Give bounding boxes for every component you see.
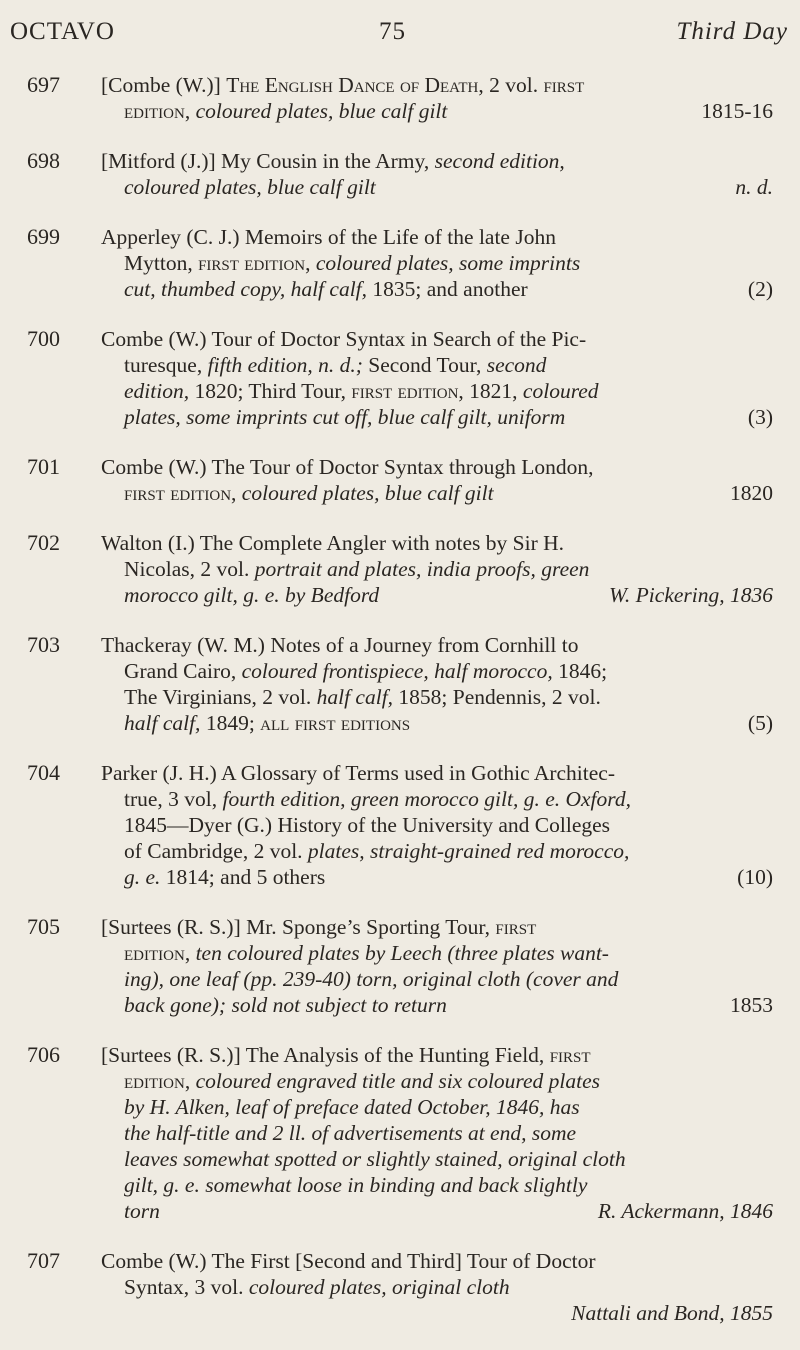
- lot-entry: [0, 72, 800, 124]
- lot-text-segment: coloured plates, blue calf gilt: [124, 175, 376, 199]
- lot-description: [101, 454, 773, 506]
- lot-number: 707: [27, 1248, 60, 1273]
- lot-line: [101, 786, 773, 812]
- lot-date: (10): [737, 865, 773, 889]
- lot-text-segment: plates, straight-grained red morocco,: [307, 839, 630, 863]
- lot-text-segment: Combe (W.) The Tour of Doctor Syntax through London,: [101, 455, 594, 479]
- lot-text-segment: [Mitford (J.)] My Cousin in the Army,: [101, 149, 435, 173]
- lot-line: [101, 1198, 773, 1224]
- lot-text-segment: portrait and plates, india proofs, green: [254, 557, 590, 581]
- lot-line: [101, 224, 773, 250]
- lot-text-segment: turesque,: [124, 353, 208, 377]
- lot-text-segment: coloured plates, blue calf gilt: [236, 481, 494, 505]
- lot-entry: [0, 454, 800, 506]
- lot-text-segment: ten coloured plates by Leech (three plates want-: [190, 941, 609, 965]
- lot-line: [101, 378, 773, 404]
- lot-date: (5): [747, 711, 773, 735]
- lot-line: [101, 632, 773, 658]
- lot-text-segment: 1845—Dyer (G.) History of the University and Colleges: [124, 813, 611, 837]
- lot-text-segment: coloured plates, some imprints: [310, 251, 581, 275]
- lot-line: [101, 326, 773, 352]
- lot-date: (2): [747, 277, 773, 301]
- lot-line: [101, 992, 773, 1018]
- lot-entry: [0, 148, 800, 200]
- lot-text-segment: 1858; Pendennis, 2 vol.: [393, 685, 601, 709]
- lot-description: [101, 326, 773, 430]
- lot-text-segment: Combe (W.) The First [Second and Third] Tour of Doctor: [101, 1249, 596, 1273]
- lot-line: [101, 812, 773, 838]
- lot-text-segment: edition,: [124, 379, 190, 403]
- lot-entry: [0, 914, 800, 1018]
- lot-entry: [0, 632, 800, 736]
- lot-text-segment: The English Dance of Death: [226, 73, 479, 97]
- lot-line: [101, 148, 773, 174]
- lot-line: [101, 864, 773, 890]
- lot-line: [101, 404, 773, 430]
- lot-number: 704: [27, 760, 60, 785]
- lot-entry: [0, 224, 800, 302]
- lot-text-segment: The Virginians, 2 vol.: [124, 685, 317, 709]
- lot-line: [101, 760, 773, 786]
- lot-description: [101, 760, 773, 890]
- lot-text-segment: Parker (J. H.) A Glossary of Terms used in Gothic Architec-: [101, 761, 615, 785]
- lot-line: [101, 684, 773, 710]
- lot-line: [101, 352, 773, 378]
- lot-text-segment: torn: [124, 1199, 160, 1223]
- lot-text-segment: all first editions: [260, 711, 411, 735]
- lot-entry: [0, 760, 800, 890]
- lot-number: 702: [27, 530, 60, 555]
- lot-text-segment: 1814; and 5 others: [160, 865, 326, 889]
- lot-text-segment: first: [543, 73, 585, 97]
- lot-number: 701: [27, 454, 60, 479]
- lot-line: [101, 530, 773, 556]
- lot-text-segment: plates, some imprints cut off, blue calf gilt, uniform: [124, 405, 566, 429]
- lot-entry: [0, 1248, 800, 1326]
- lot-text-segment: half calf,: [316, 685, 394, 709]
- lot-line: [101, 454, 773, 480]
- lot-text-segment: fourth edition, green morocco gilt, g. e. Oxford,: [222, 787, 631, 811]
- lot-text-segment: 1835; and another: [367, 277, 528, 301]
- lot-line: [101, 940, 773, 966]
- lot-text-segment: Nicolas, 2 vol.: [124, 557, 255, 581]
- lot-text-segment: second: [486, 353, 547, 377]
- lot-entry: [0, 326, 800, 430]
- lot-description: [101, 914, 773, 1018]
- lot-number: 698: [27, 148, 60, 173]
- header-format: OCTAVO: [10, 18, 115, 45]
- page-header: [0, 18, 800, 54]
- lot-date: n. d.: [735, 175, 773, 199]
- lot-list: [0, 72, 800, 1350]
- lot-text-segment: coloured plates, original cloth: [248, 1275, 510, 1299]
- lot-line: [101, 250, 773, 276]
- lot-text-segment: Apperley (C. J.) Memoirs of the Life of the late John: [101, 225, 556, 249]
- lot-description: [101, 530, 773, 608]
- lot-text-segment: morocco gilt, g. e. by Bedford: [124, 583, 380, 607]
- lot-text-segment: 1846;: [552, 659, 608, 683]
- lot-line: [101, 658, 773, 684]
- lot-date: Nattali and Bond, 1855: [571, 1301, 773, 1325]
- lot-text-segment: edition,: [124, 99, 191, 123]
- lot-line: [101, 966, 773, 992]
- lot-entry: [0, 1042, 800, 1224]
- lot-text-segment: half calf,: [124, 711, 201, 735]
- page-number: 75: [379, 18, 406, 45]
- lot-number: 706: [27, 1042, 60, 1067]
- lot-text-segment: , 2 vol.: [478, 73, 544, 97]
- lot-number: 700: [27, 326, 60, 351]
- lot-text-segment: back gone); sold not subject to return: [124, 993, 447, 1017]
- lot-line: [101, 1300, 773, 1326]
- lot-text-segment: 1849;: [200, 711, 261, 735]
- lot-text-segment: 1821,: [463, 379, 523, 403]
- lot-number: 697: [27, 72, 60, 97]
- lot-date: 1815-16: [701, 99, 773, 123]
- lot-number: 699: [27, 224, 60, 249]
- lot-line: [101, 1120, 773, 1146]
- lot-text-segment: cut, thumbed copy, half calf,: [124, 277, 368, 301]
- lot-number: 703: [27, 632, 60, 657]
- lot-description: [101, 1042, 773, 1224]
- lot-line: [101, 1042, 773, 1068]
- lot-text-segment: first: [549, 1043, 591, 1067]
- lot-text-segment: 1820; Third Tour,: [189, 379, 352, 403]
- lot-description: [101, 632, 773, 736]
- lot-description: [101, 224, 773, 302]
- lot-text-segment: Thackeray (W. M.) Notes of a Journey from Cornhill to: [101, 633, 579, 657]
- lot-text-segment: g. e.: [124, 865, 161, 889]
- lot-line: [101, 72, 773, 98]
- lot-text-segment: first edition,: [351, 379, 464, 403]
- lot-text-segment: by H. Alken, leaf of preface dated October, 1846, has: [124, 1095, 580, 1119]
- lot-text-segment: of Cambridge, 2 vol.: [124, 839, 308, 863]
- lot-line: [101, 1248, 773, 1274]
- lot-number: 705: [27, 914, 60, 939]
- header-day: Third Day: [676, 18, 788, 45]
- lot-text-segment: coloured plates, blue calf gilt: [190, 99, 448, 123]
- lot-line: [101, 838, 773, 864]
- lot-text-segment: fifth edition, n. d.;: [207, 353, 363, 377]
- lot-text-segment: Combe (W.) Tour of Doctor Syntax in Search of the Pic-: [101, 327, 587, 351]
- lot-text-segment: coloured engraved title and six coloured plates: [190, 1069, 601, 1093]
- lot-text-segment: coloured: [522, 379, 599, 403]
- lot-text-segment: second edition,: [434, 149, 565, 173]
- lot-text-segment: edition,: [124, 1069, 191, 1093]
- lot-text-segment: edition,: [124, 941, 191, 965]
- lot-text-segment: Grand Cairo,: [124, 659, 242, 683]
- lot-date: (3): [747, 405, 773, 429]
- lot-description: [101, 72, 773, 124]
- lot-text-segment: first edition,: [198, 251, 311, 275]
- lot-line: [101, 1068, 773, 1094]
- lot-text-segment: leaves somewhat spotted or slightly stained, original cloth: [124, 1147, 626, 1171]
- lot-entry: [0, 530, 800, 608]
- lot-text-segment: first: [495, 915, 537, 939]
- lot-text-segment: ing), one leaf (pp. 239-40) torn, original cloth (cover and: [124, 967, 619, 991]
- lot-line: [101, 174, 773, 200]
- lot-date: 1853: [730, 993, 773, 1017]
- lot-line: [101, 1146, 773, 1172]
- lot-text-segment: Mytton,: [124, 251, 199, 275]
- lot-text-segment: coloured frontispiece, half morocco,: [241, 659, 553, 683]
- lot-text-segment: Syntax, 3 vol.: [124, 1275, 249, 1299]
- lot-line: [101, 98, 773, 124]
- lot-text-segment: gilt, g. e. somewhat loose in binding and back slightly: [124, 1173, 588, 1197]
- lot-line: [101, 710, 773, 736]
- lot-text-segment: Walton (I.) The Complete Angler with notes by Sir H.: [101, 531, 565, 555]
- lot-description: [101, 148, 773, 200]
- lot-description: [101, 1248, 773, 1326]
- lot-text-segment: true, 3 vol,: [124, 787, 223, 811]
- lot-text-segment: [Surtees (R. S.)] The Analysis of the Hunting Field,: [101, 1043, 550, 1067]
- lot-line: [101, 276, 773, 302]
- lot-line: [101, 1172, 773, 1198]
- lot-line: [101, 556, 773, 582]
- lot-text-segment: first edition,: [124, 481, 237, 505]
- lot-text-segment: [Surtees (R. S.)] Mr. Sponge’s Sporting Tour,: [101, 915, 496, 939]
- lot-line: [101, 1274, 773, 1300]
- lot-date: R. Ackermann, 1846: [597, 1199, 773, 1223]
- lot-text-segment: [Combe (W.)]: [101, 73, 227, 97]
- lot-text-segment: the half-title and 2 ll. of advertisements at end, some: [124, 1121, 577, 1145]
- lot-line: [101, 582, 773, 608]
- lot-text-segment: Second Tour,: [362, 353, 487, 377]
- lot-line: [101, 480, 773, 506]
- lot-line: [101, 1094, 773, 1120]
- lot-date: W. Pickering, 1836: [608, 583, 773, 607]
- lot-date: 1820: [730, 481, 773, 505]
- lot-line: [101, 914, 773, 940]
